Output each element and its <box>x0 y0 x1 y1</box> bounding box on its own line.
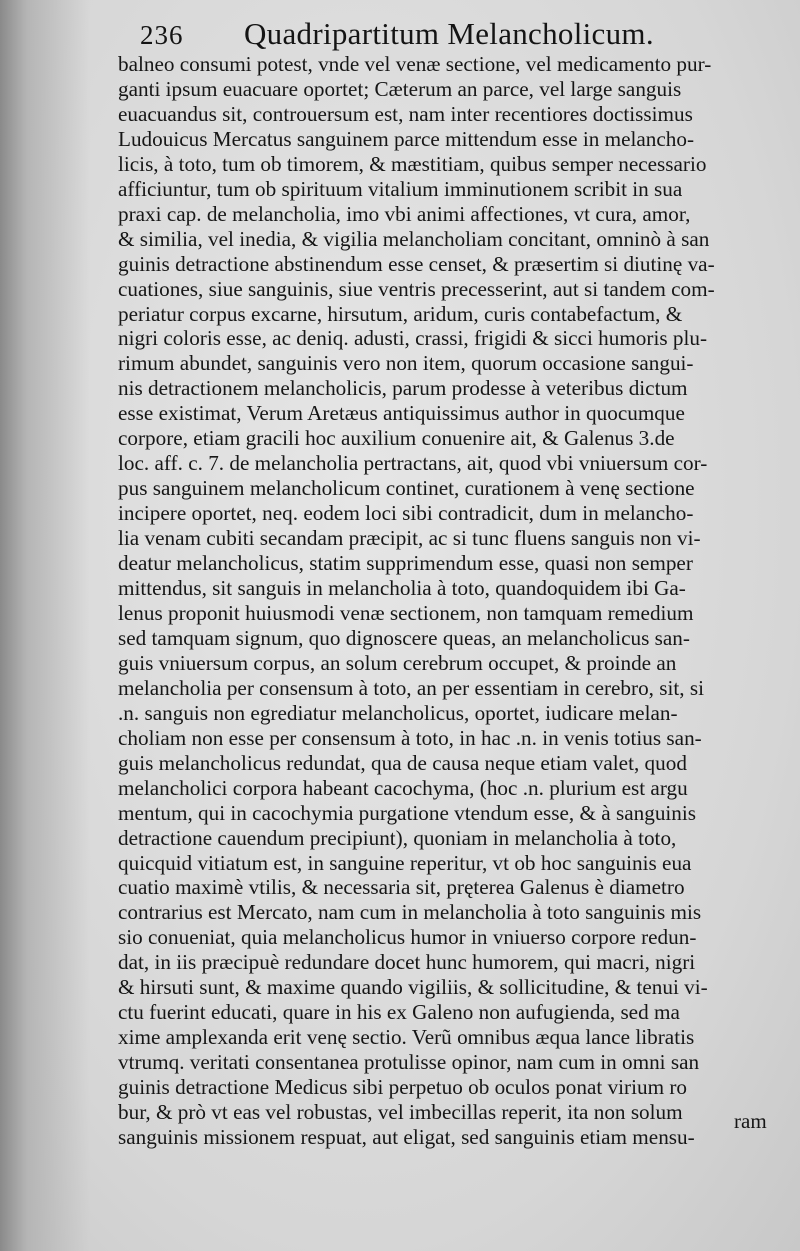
text-line: mentum, qui in cacochymia purgatione vtendum esse, & à sanguinis <box>118 800 697 825</box>
text-line: periatur corpus excarne, hirsutum, aridum, curis contabefactum, & <box>118 301 683 326</box>
gutter-shadow <box>0 0 90 1251</box>
text-line: guis vniuersum corpus, an solum cerebrum occupet, & proinde an <box>118 650 677 675</box>
text-line: guis melancholicus redundat, qua de causa neque etiam valet, quod <box>118 750 687 775</box>
text-line: nigri coloris esse, ac deniq. adusti, crassi, frigidi & sicci humoris plu- <box>118 326 708 351</box>
text-line: corpore, etiam gracili hoc auxilium conuenire ait, & Galenus 3.de <box>118 426 675 451</box>
text-line: incipere oportet, neq. eodem loci sibi contradicit, dum in melancho- <box>118 501 694 526</box>
text-line: detractione cauendum precipiunt), quoniam in melancholia à toto, <box>118 825 677 850</box>
text-line: ctu fuerint educati, quare in his ex Galeno non aufugienda, sed ma <box>118 1000 680 1025</box>
text-line: ganti ipsum euacuare oportet; Cæterum an parce, vel large sanguis <box>118 76 682 101</box>
text-line: pus sanguinem melancholicum continet, curationem à venę sectione <box>118 476 695 501</box>
text-line: .n. sanguis non egrediatur melancholicus, oportet, iudicare melan- <box>118 700 678 725</box>
text-line: dat, in iis præcipuè redundare docet hunc humorem, qui macri, nigri <box>118 950 696 975</box>
text-line: esse existimat, Verum Aretæus antiquissimus author in quocumque <box>118 401 685 426</box>
text-line: loc. aff. c. 7. de melancholia pertractans, ait, quod vbi vniuersum cor- <box>118 451 708 476</box>
text-line: sed tamquam signum, quo dignoscere queas, an melancholicus san- <box>118 625 690 650</box>
text-line: mittendus, sit sanguis in melancholia à toto, quandoquidem ibi Ga- <box>118 576 686 601</box>
text-line: deatur melancholicus, statim supprimendum esse, quasi non semper <box>118 551 693 576</box>
text-line: contrarius est Mercato, nam cum in melancholia à toto sanguinis mis <box>118 900 702 925</box>
text-line: guinis detractione Medicus sibi perpetuo ob oculos ponat virium ro <box>118 1075 688 1100</box>
text-line: nis detractionem melancholicis, parum prodesse à veteribus dictum <box>118 376 688 401</box>
text-line: xime amplexanda erit venę sectio. Verũ omnibus æqua lance libratis <box>118 1025 695 1050</box>
running-title: Quadripartitum Melancholicum. <box>244 16 654 51</box>
text-line: balneo consumi potest, vnde vel venæ sectione, vel medicamento pur- <box>118 52 712 76</box>
text-line: afficiuntur, tum ob spirituum vitalium imminutionem scribit in sua <box>118 176 683 201</box>
body-text <box>118 52 768 1150</box>
text-line: Ludouicus Mercatus sanguinem parce mittendum esse in melancho- <box>118 126 695 151</box>
text-line: lia venam cubiti secandam præcipit, ac si tunc fluens sanguis non vi- <box>118 526 701 551</box>
text-line: praxi cap. de melancholia, imo vbi animi affectiones, vt cura, amor, <box>118 201 691 226</box>
text-line: licis, à toto, tum ob timorem, & mæstitiam, quibus semper necessario <box>118 151 707 176</box>
text-line: melancholici corpora habeant cacochyma, (hoc .n. plurium est argu <box>118 775 688 800</box>
text-line: lenus proponit huiusmodi venæ sectionem, non tamquam remedium <box>118 600 694 625</box>
text-line: choliam non esse per consensum à toto, in hac .n. in venis totius san- <box>118 725 702 750</box>
text-line: & hirsuti sunt, & maxime quando vigiliis, & sollicitudine, & tenui vi- <box>118 975 708 1000</box>
catchword: ram <box>734 1109 767 1133</box>
text-line: vtrumq. veritati consentanea protulisse opinor, nam cum in omni san <box>118 1050 700 1075</box>
text-line: sanguinis missionem respuat, aut eligat, sed sanguinis etiam mensu- <box>118 1124 695 1149</box>
text-line: cuationes, siue sanguinis, siue ventris precesserint, aut si tandem com- <box>118 276 715 301</box>
text-line: cuatio maximè vtilis, & necessaria sit, pręterea Galenus è diametro <box>118 875 685 900</box>
text-line: melancholia per consensum à toto, an per essentiam in cerebro, sit, si <box>118 675 705 700</box>
text-line: & similia, vel inedia, & vigilia melancholiam concitant, omninò à san <box>118 226 710 251</box>
page-number: 236 <box>140 20 184 50</box>
text-line: bur, & prò vt eas vel robustas, vel imbecillas reperit, ita non solum <box>118 1100 683 1125</box>
text-line: rimum abundet, sanguinis vero non item, quorum occasione sangui- <box>118 351 694 376</box>
text-line: guinis detractione abstinendum esse censet, & præsertim si diutinę va- <box>118 251 715 276</box>
text-line: euacuandus sit, controuersum est, nam inter recentiores doctissimus <box>118 101 693 126</box>
text-line: sio conueniat, quia melancholicus humor in vniuerso corpore redun- <box>118 925 697 950</box>
page-header <box>140 16 760 56</box>
text-line: quicquid vitiatum est, in sanguine reperitur, vt ob hoc sanguinis eua <box>118 850 692 875</box>
